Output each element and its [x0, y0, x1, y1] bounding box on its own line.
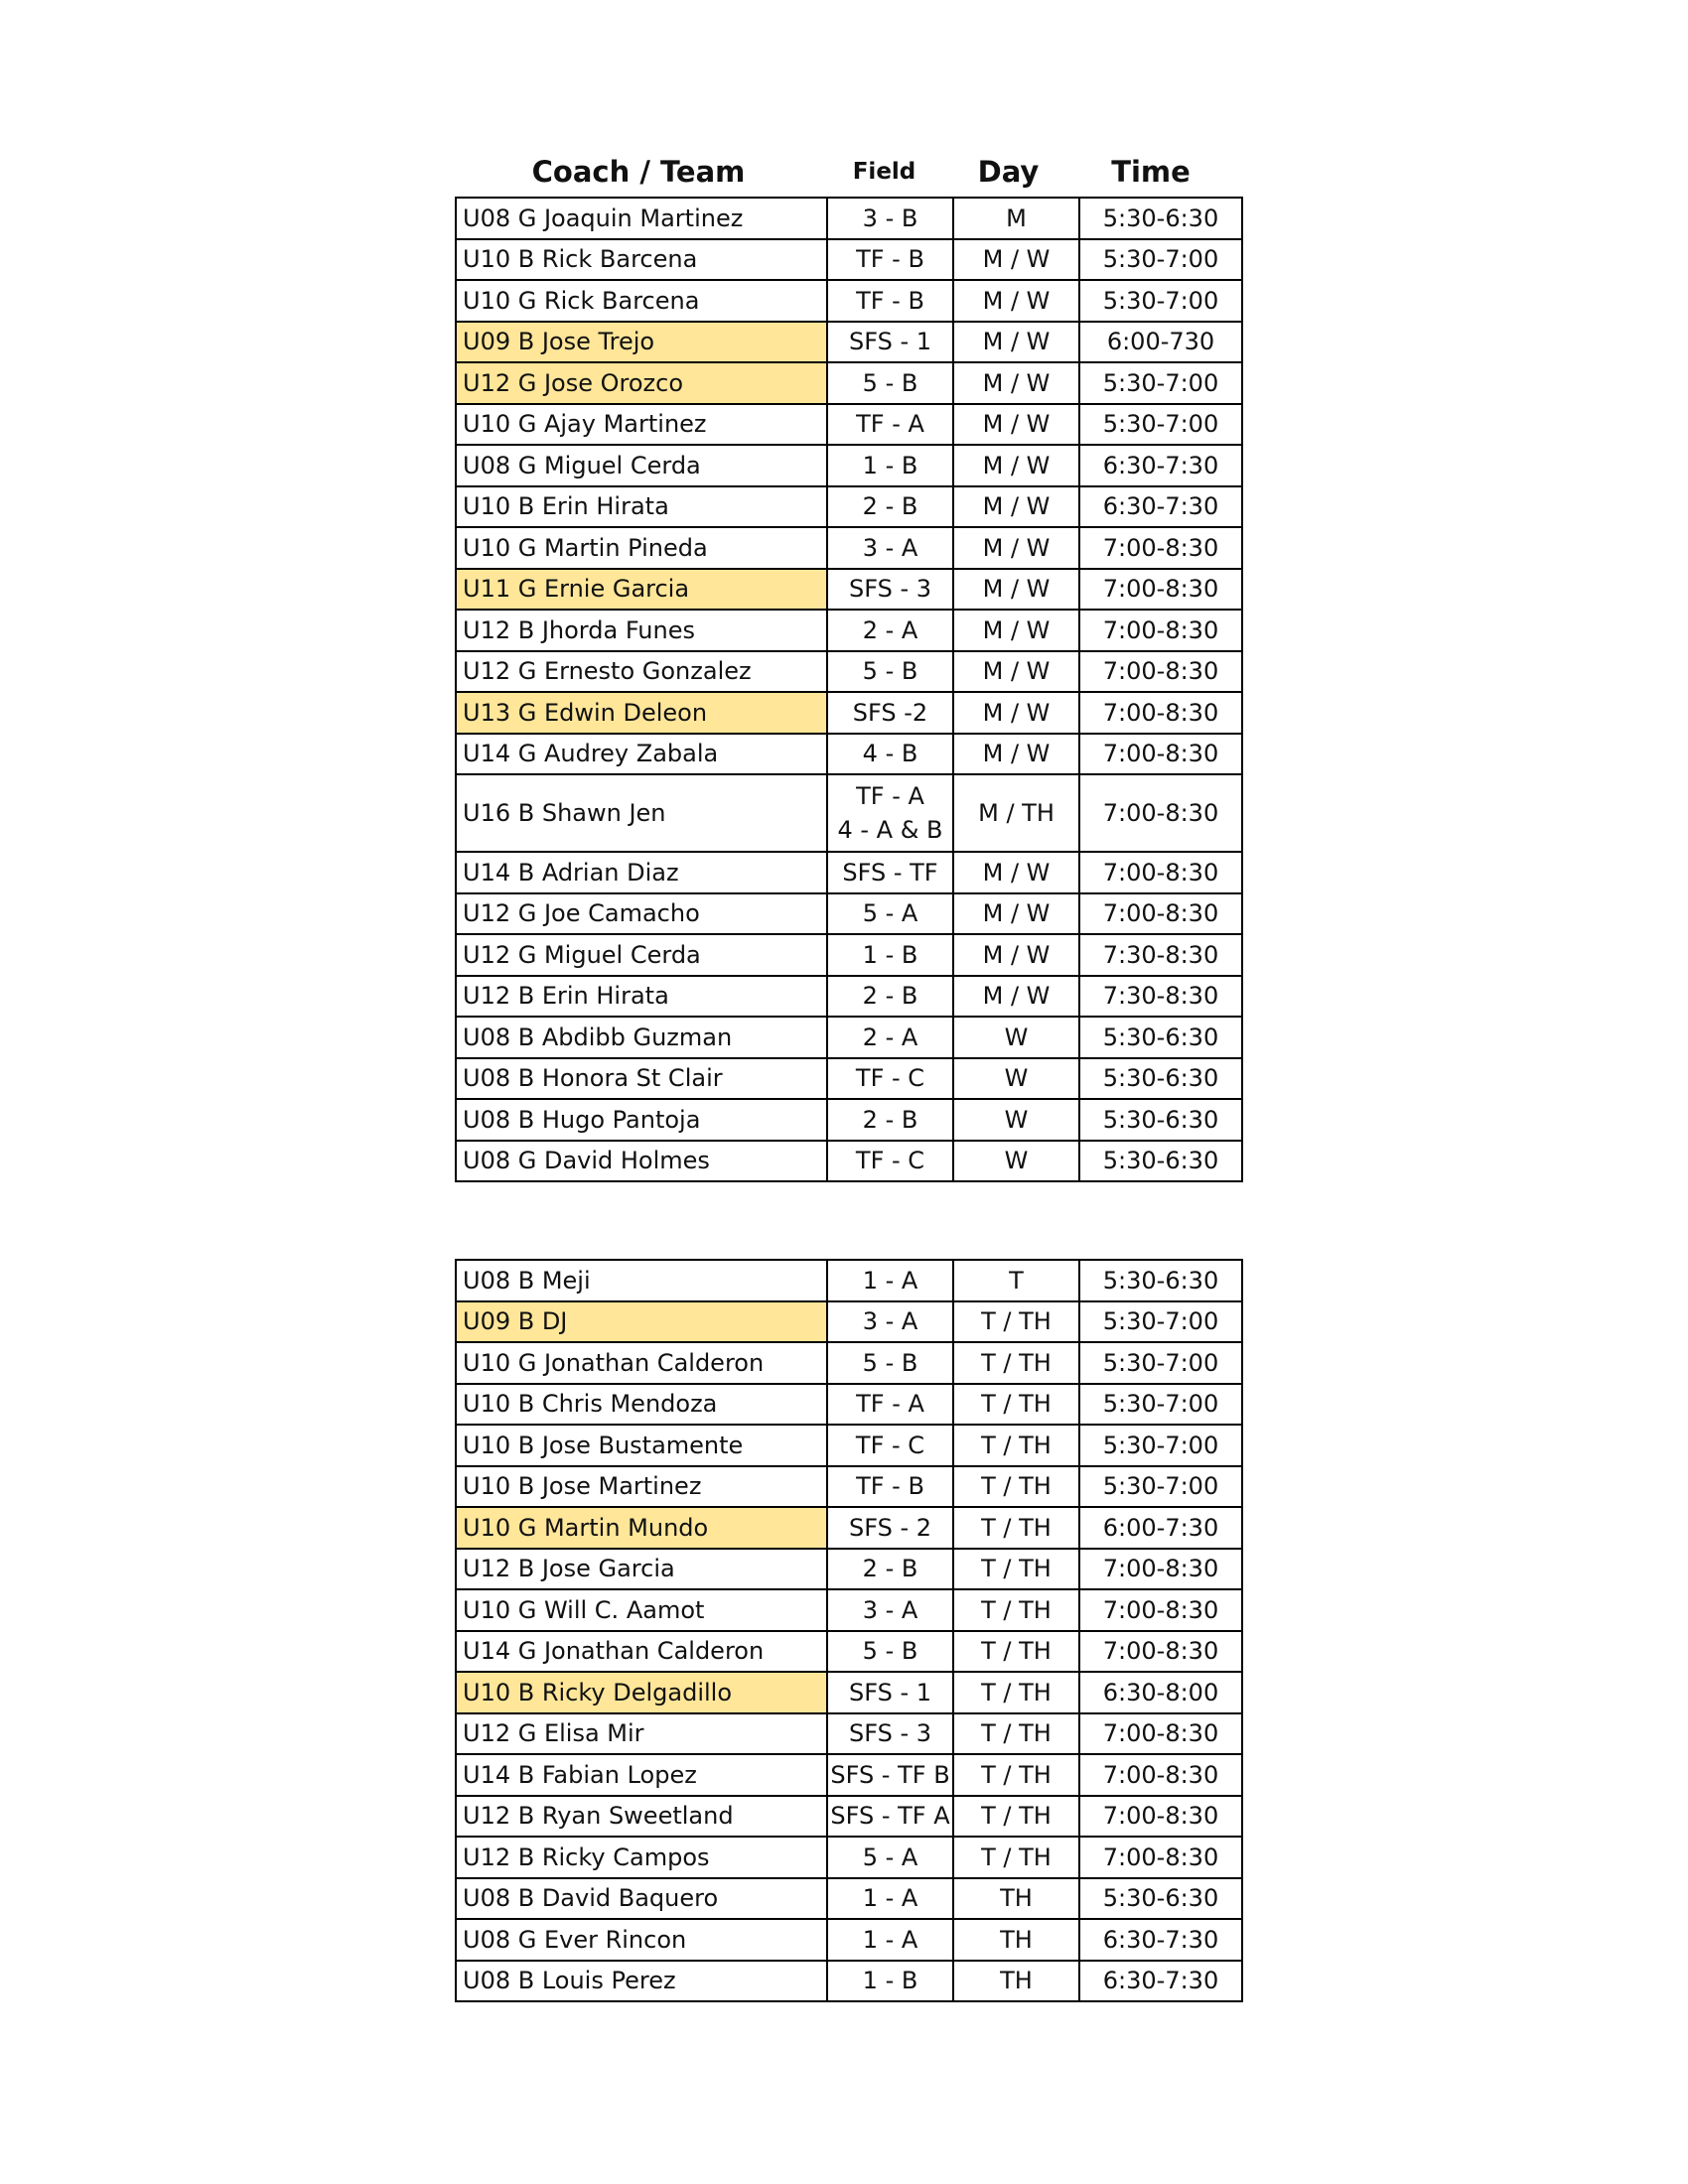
day-cell: M / W: [953, 445, 1079, 486]
field-cell: 3 - A: [827, 527, 953, 569]
table-row: [456, 527, 1242, 569]
coach-team-cell: U08 B Meji: [456, 1260, 827, 1301]
day-cell: M / W: [953, 934, 1079, 976]
coach-team-cell: U12 B Jhorda Funes: [456, 610, 827, 651]
time-cell: 6:30-7:30: [1079, 445, 1242, 486]
field-cell: 5 - B: [827, 1631, 953, 1673]
day-cell: M / TH: [953, 774, 1079, 852]
field-cell: 1 - A: [827, 1919, 953, 1961]
coach-team-cell: U11 G Ernie Garcia: [456, 569, 827, 611]
coach-team-cell: U08 G David Holmes: [456, 1141, 827, 1182]
field-cell: 5 - B: [827, 1342, 953, 1384]
day-cell: W: [953, 1141, 1079, 1182]
coach-team-cell: U12 G Miguel Cerda: [456, 934, 827, 976]
field-cell: 2 - A: [827, 1017, 953, 1058]
field-cell: 2 - B: [827, 486, 953, 528]
field-cell: 1 - B: [827, 1961, 953, 2002]
day-cell: M / W: [953, 486, 1079, 528]
table-row: [456, 1672, 1242, 1713]
table-row: [456, 1342, 1242, 1384]
field-cell: 5 - B: [827, 362, 953, 404]
time-cell: 7:00-8:30: [1079, 1713, 1242, 1755]
day-cell: T / TH: [953, 1342, 1079, 1384]
table-row: [456, 1837, 1242, 1878]
coach-team-cell: U10 G Jonathan Calderon: [456, 1342, 827, 1384]
coach-team-cell: U12 B Ricky Campos: [456, 1837, 827, 1878]
time-cell: 5:30-6:30: [1079, 1260, 1242, 1301]
table-row: [456, 1713, 1242, 1755]
coach-team-cell: U12 G Jose Orozco: [456, 362, 827, 404]
table-row: [456, 934, 1242, 976]
time-cell: 5:30-7:00: [1079, 1301, 1242, 1343]
field-cell: 2 - B: [827, 976, 953, 1018]
field-cell: 5 - B: [827, 651, 953, 693]
day-cell: M: [953, 198, 1079, 239]
time-cell: 6:30-7:30: [1079, 1919, 1242, 1961]
day-cell: W: [953, 1058, 1079, 1100]
coach-team-cell: U12 G Elisa Mir: [456, 1713, 827, 1755]
time-cell: 5:30-7:00: [1079, 1466, 1242, 1508]
time-cell: 5:30-6:30: [1079, 1878, 1242, 1920]
day-cell: M / W: [953, 692, 1079, 734]
day-cell: W: [953, 1017, 1079, 1058]
time-cell: 7:00-8:30: [1079, 852, 1242, 893]
day-cell: M / W: [953, 527, 1079, 569]
field-cell: SFS -2: [827, 692, 953, 734]
field-cell: 1 - B: [827, 445, 953, 486]
time-cell: 6:00-730: [1079, 322, 1242, 363]
coach-team-cell: U16 B Shawn Jen: [456, 774, 827, 852]
table-row: [456, 1589, 1242, 1631]
field-cell: 3 - B: [827, 198, 953, 239]
coach-team-cell: U08 G Miguel Cerda: [456, 445, 827, 486]
header-day: Day: [977, 155, 1040, 189]
coach-team-cell: U10 B Erin Hirata: [456, 486, 827, 528]
time-cell: 6:30-7:30: [1079, 486, 1242, 528]
field-cell: SFS - 3: [827, 1713, 953, 1755]
field-cell: SFS - TF A: [827, 1796, 953, 1838]
day-cell: T / TH: [953, 1507, 1079, 1549]
schedule-table-1: [455, 197, 1243, 1182]
day-cell: M / W: [953, 322, 1079, 363]
time-cell: 7:00-8:30: [1079, 527, 1242, 569]
coach-team-cell: U14 G Jonathan Calderon: [456, 1631, 827, 1673]
table-row: [456, 893, 1242, 935]
table-row: [456, 1796, 1242, 1838]
time-cell: 7:00-8:30: [1079, 569, 1242, 611]
table-row: [456, 445, 1242, 486]
table-row: [456, 404, 1242, 446]
coach-team-cell: U10 B Ricky Delgadillo: [456, 1672, 827, 1713]
schedule-table-2: [455, 1259, 1243, 2002]
coach-team-cell: U12 B Ryan Sweetland: [456, 1796, 827, 1838]
coach-team-cell: U08 G Ever Rincon: [456, 1919, 827, 1961]
time-cell: 7:00-8:30: [1079, 651, 1242, 693]
time-cell: 5:30-7:00: [1079, 1384, 1242, 1426]
field-line-2: 4 - A & B: [837, 816, 943, 844]
coach-team-cell: U12 B Jose Garcia: [456, 1549, 827, 1590]
day-cell: M / W: [953, 569, 1079, 611]
time-cell: 7:00-8:30: [1079, 610, 1242, 651]
table-row: [456, 1754, 1242, 1796]
coach-team-cell: U10 G Will C. Aamot: [456, 1589, 827, 1631]
day-cell: TH: [953, 1919, 1079, 1961]
coach-team-cell: U12 B Erin Hirata: [456, 976, 827, 1018]
day-cell: T / TH: [953, 1549, 1079, 1590]
coach-team-cell: U08 B Honora St Clair: [456, 1058, 827, 1100]
table-row: [456, 610, 1242, 651]
table-row: [456, 362, 1242, 404]
table-row: [456, 1260, 1242, 1301]
table-row: [456, 852, 1242, 893]
header-time: Time: [1111, 155, 1191, 189]
table-row: [456, 1017, 1242, 1058]
day-cell: T / TH: [953, 1384, 1079, 1426]
day-cell: M / W: [953, 893, 1079, 935]
coach-team-cell: U10 G Martin Mundo: [456, 1507, 827, 1549]
day-cell: M / W: [953, 362, 1079, 404]
table-row: [456, 280, 1242, 322]
time-cell: 6:00-7:30: [1079, 1507, 1242, 1549]
field-cell: 1 - B: [827, 934, 953, 976]
coach-team-cell: U10 G Ajay Martinez: [456, 404, 827, 446]
time-cell: 5:30-7:00: [1079, 280, 1242, 322]
time-cell: 5:30-7:00: [1079, 1342, 1242, 1384]
field-cell: [827, 774, 953, 852]
time-cell: 7:00-8:30: [1079, 774, 1242, 852]
coach-team-cell: U10 G Rick Barcena: [456, 280, 827, 322]
coach-team-cell: U10 B Rick Barcena: [456, 239, 827, 281]
time-cell: 7:00-8:30: [1079, 734, 1242, 775]
table-row: [456, 569, 1242, 611]
field-cell: 5 - A: [827, 893, 953, 935]
header-field: Field: [852, 159, 916, 185]
table-row: [456, 198, 1242, 239]
table-row: [456, 1549, 1242, 1590]
day-cell: TH: [953, 1961, 1079, 2002]
time-cell: 5:30-7:00: [1079, 362, 1242, 404]
field-cell: TF - B: [827, 239, 953, 281]
coach-team-cell: U08 B Abdibb Guzman: [456, 1017, 827, 1058]
time-cell: 5:30-6:30: [1079, 198, 1242, 239]
table-row: [456, 1961, 1242, 2002]
time-cell: 5:30-6:30: [1079, 1141, 1242, 1182]
coach-team-cell: U08 B Hugo Pantoja: [456, 1099, 827, 1141]
time-cell: 7:00-8:30: [1079, 1631, 1242, 1673]
day-cell: T / TH: [953, 1837, 1079, 1878]
table-row: [456, 734, 1242, 775]
day-cell: T: [953, 1260, 1079, 1301]
day-cell: T / TH: [953, 1713, 1079, 1755]
coach-team-cell: U08 B Louis Perez: [456, 1961, 827, 2002]
table-row: [456, 1631, 1242, 1673]
day-cell: T / TH: [953, 1631, 1079, 1673]
field-cell: 2 - A: [827, 610, 953, 651]
field-cell: TF - C: [827, 1141, 953, 1182]
day-cell: M / W: [953, 404, 1079, 446]
coach-team-cell: U10 B Jose Martinez: [456, 1466, 827, 1508]
time-cell: 5:30-7:00: [1079, 239, 1242, 281]
table-row: [456, 1919, 1242, 1961]
day-cell: M / W: [953, 610, 1079, 651]
coach-team-cell: U09 B Jose Trejo: [456, 322, 827, 363]
table-row: [456, 1425, 1242, 1466]
field-cell: TF - C: [827, 1425, 953, 1466]
field-cell: TF - B: [827, 1466, 953, 1508]
day-cell: M / W: [953, 852, 1079, 893]
time-cell: 7:00-8:30: [1079, 692, 1242, 734]
field-cell: 3 - A: [827, 1301, 953, 1343]
field-cell: SFS - 1: [827, 322, 953, 363]
coach-team-cell: U10 G Martin Pineda: [456, 527, 827, 569]
field-cell: TF - C: [827, 1058, 953, 1100]
coach-team-cell: U14 B Fabian Lopez: [456, 1754, 827, 1796]
coach-team-cell: U08 G Joaquin Martinez: [456, 198, 827, 239]
time-cell: 7:00-8:30: [1079, 1589, 1242, 1631]
field-cell: SFS - TF: [827, 852, 953, 893]
day-cell: M / W: [953, 239, 1079, 281]
coach-team-cell: U14 B Adrian Diaz: [456, 852, 827, 893]
time-cell: 7:00-8:30: [1079, 1837, 1242, 1878]
time-cell: 7:00-8:30: [1079, 1754, 1242, 1796]
coach-team-cell: U12 G Joe Camacho: [456, 893, 827, 935]
coach-team-cell: U10 B Chris Mendoza: [456, 1384, 827, 1426]
day-cell: T / TH: [953, 1589, 1079, 1631]
field-cell: 2 - B: [827, 1549, 953, 1590]
day-cell: W: [953, 1099, 1079, 1141]
day-cell: T / TH: [953, 1672, 1079, 1713]
coach-team-cell: U08 B David Baquero: [456, 1878, 827, 1920]
table-row: [456, 1301, 1242, 1343]
day-cell: T / TH: [953, 1425, 1079, 1466]
field-cell: 5 - A: [827, 1837, 953, 1878]
field-cell: TF - A: [827, 404, 953, 446]
table-row: [456, 322, 1242, 363]
time-cell: 6:30-8:00: [1079, 1672, 1242, 1713]
header-coach-team: Coach / Team: [531, 155, 746, 189]
table-row: [456, 1466, 1242, 1508]
time-cell: 5:30-6:30: [1079, 1099, 1242, 1141]
time-cell: 5:30-6:30: [1079, 1017, 1242, 1058]
day-cell: M / W: [953, 651, 1079, 693]
time-cell: 7:30-8:30: [1079, 934, 1242, 976]
day-cell: TH: [953, 1878, 1079, 1920]
coach-team-cell: U12 G Ernesto Gonzalez: [456, 651, 827, 693]
table-row: [456, 1507, 1242, 1549]
time-cell: 6:30-7:30: [1079, 1961, 1242, 2002]
time-cell: 7:00-8:30: [1079, 1796, 1242, 1838]
day-cell: M / W: [953, 976, 1079, 1018]
table-row: [456, 239, 1242, 281]
day-cell: M / W: [953, 280, 1079, 322]
field-cell: SFS - 3: [827, 569, 953, 611]
time-cell: 7:30-8:30: [1079, 976, 1242, 1018]
field-cell: SFS - 2: [827, 1507, 953, 1549]
table-row: [456, 692, 1242, 734]
field-cell: 1 - A: [827, 1878, 953, 1920]
time-cell: 7:00-8:30: [1079, 893, 1242, 935]
coach-team-cell: U13 G Edwin Deleon: [456, 692, 827, 734]
coach-team-cell: U14 G Audrey Zabala: [456, 734, 827, 775]
field-line-1: TF - A: [856, 782, 924, 810]
field-cell: 1 - A: [827, 1260, 953, 1301]
table-row: [456, 1878, 1242, 1920]
column-headers: [455, 151, 1539, 193]
table-row: [456, 976, 1242, 1018]
day-cell: T / TH: [953, 1796, 1079, 1838]
day-cell: T / TH: [953, 1466, 1079, 1508]
field-cell: 3 - A: [827, 1589, 953, 1631]
table-row: [456, 1384, 1242, 1426]
table-row: [456, 1099, 1242, 1141]
table-row: [456, 651, 1242, 693]
field-cell: 2 - B: [827, 1099, 953, 1141]
time-cell: 5:30-7:00: [1079, 404, 1242, 446]
table-row: [456, 774, 1242, 852]
time-cell: 5:30-7:00: [1079, 1425, 1242, 1466]
coach-team-cell: U09 B DJ: [456, 1301, 827, 1343]
day-cell: T / TH: [953, 1301, 1079, 1343]
field-cell: 4 - B: [827, 734, 953, 775]
table-row: [456, 1058, 1242, 1100]
day-cell: T / TH: [953, 1754, 1079, 1796]
field-cell: SFS - TF B: [827, 1754, 953, 1796]
field-cell: SFS - 1: [827, 1672, 953, 1713]
time-cell: 5:30-6:30: [1079, 1058, 1242, 1100]
field-cell: TF - B: [827, 280, 953, 322]
table-row: [456, 486, 1242, 528]
field-cell: TF - A: [827, 1384, 953, 1426]
time-cell: 7:00-8:30: [1079, 1549, 1242, 1590]
table-row: [456, 1141, 1242, 1182]
day-cell: M / W: [953, 734, 1079, 775]
coach-team-cell: U10 B Jose Bustamente: [456, 1425, 827, 1466]
